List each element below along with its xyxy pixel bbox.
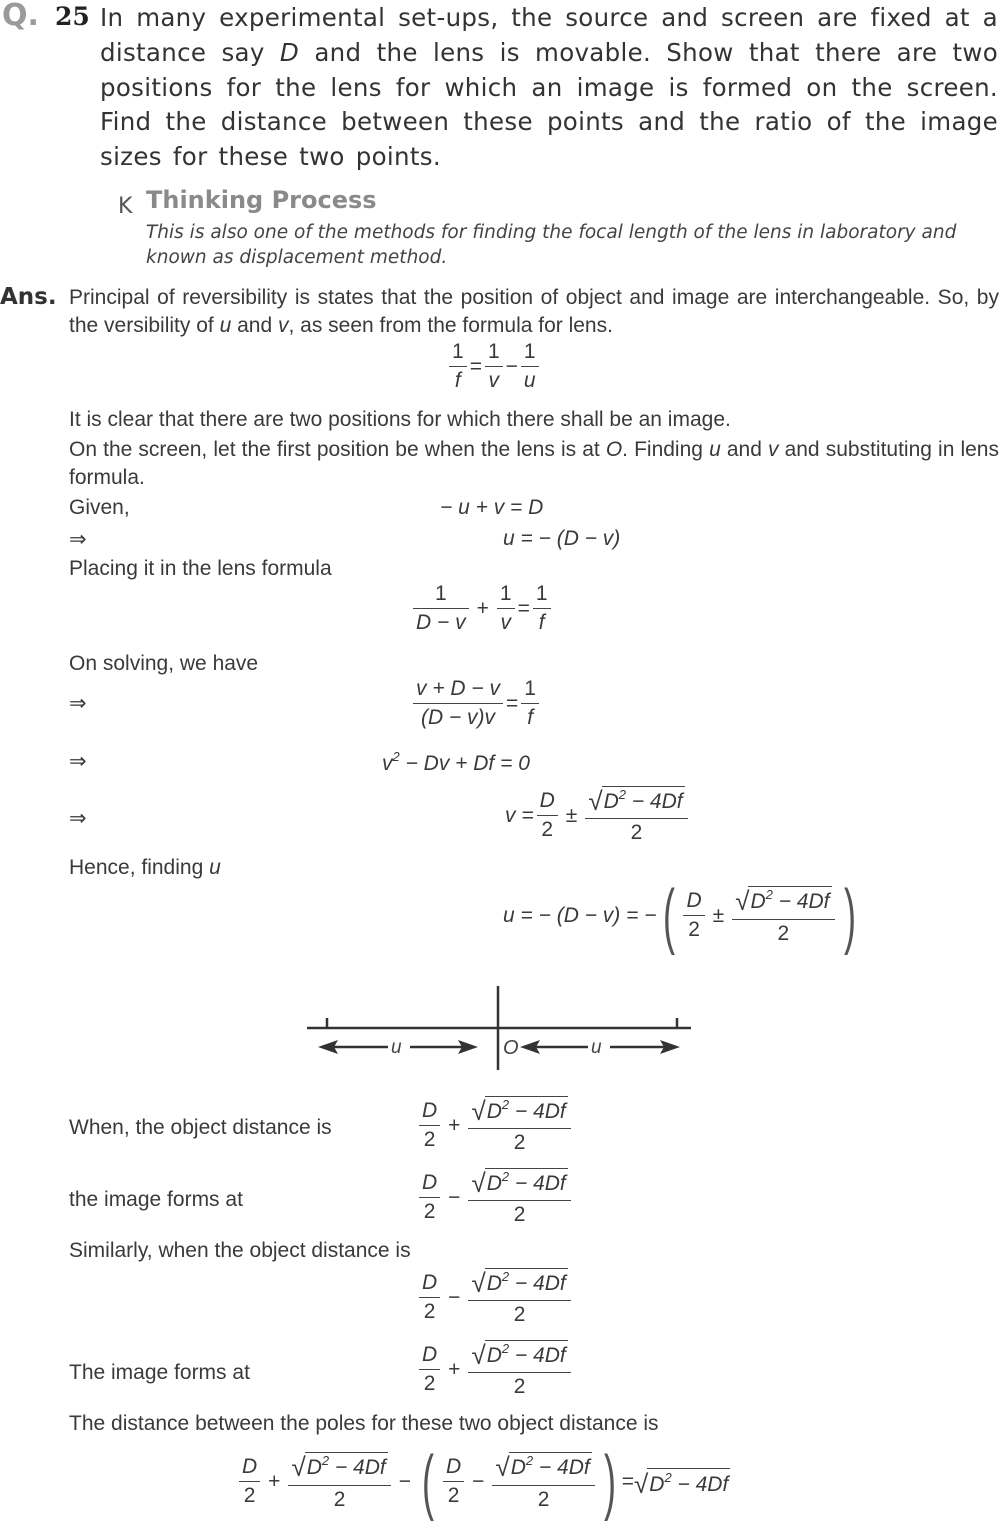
numerator: 1 xyxy=(533,582,551,609)
left-paren: ( xyxy=(422,1442,435,1522)
fraction xyxy=(419,1171,440,1224)
implies-icon: ⇒ xyxy=(69,750,87,773)
implies-icon: ⇒ xyxy=(69,692,87,715)
numerator: D xyxy=(419,1271,440,1298)
denominator: 2 xyxy=(513,1303,526,1327)
answer-label: Ans. xyxy=(0,284,57,310)
given-label: Given, xyxy=(69,496,130,519)
operator: + xyxy=(448,1357,461,1381)
numerator: D xyxy=(419,1099,440,1126)
text: Principal of reversibility is states that the position of object and image are interchangeable. So, by the versibility of xyxy=(69,286,999,337)
operator: + xyxy=(448,1113,461,1137)
numerator: 1 xyxy=(521,340,539,367)
denominator: 2 xyxy=(688,918,700,942)
text: − Dv + Df = 0 xyxy=(399,752,530,775)
thinking-process-icon: K xyxy=(118,194,133,219)
diagram-label-u-left: u xyxy=(391,1037,402,1058)
fraction xyxy=(288,1452,390,1511)
exponent: 2 xyxy=(501,1341,510,1356)
denominator: 2 xyxy=(423,1300,436,1324)
operator: − xyxy=(472,1469,485,1493)
text: and xyxy=(231,314,278,337)
similarly-text: Similarly, when the object distance is xyxy=(69,1239,411,1262)
minus: − xyxy=(505,354,518,378)
numerator xyxy=(468,1340,570,1373)
radicand xyxy=(485,1168,568,1196)
radicand xyxy=(485,1340,568,1368)
fraction xyxy=(468,1168,570,1227)
text: , as seen from the formula for lens. xyxy=(288,314,613,337)
operator: − xyxy=(448,1185,461,1209)
square-root xyxy=(471,1340,567,1371)
denominator: 2 xyxy=(541,818,554,842)
numerator xyxy=(468,1096,570,1129)
image-distance-expr-2 xyxy=(416,1340,574,1399)
right-paren: ) xyxy=(843,876,856,956)
exponent: 2 xyxy=(664,1469,672,1485)
fraction xyxy=(239,1455,260,1508)
text: − 4Df xyxy=(509,1344,566,1367)
denominator: 2 xyxy=(630,821,643,845)
numerator: 1 xyxy=(449,340,467,367)
text: D xyxy=(649,1472,665,1496)
denominator: D − v xyxy=(416,611,466,635)
var-u: u xyxy=(219,314,232,337)
denominator: 2 xyxy=(423,1128,436,1152)
implies-icon: ⇒ xyxy=(69,528,87,551)
root-icon: √ xyxy=(471,1340,486,1371)
var-v: v xyxy=(767,438,779,461)
root-icon: √ xyxy=(471,1168,486,1199)
denominator: 2 xyxy=(513,1203,526,1227)
fraction xyxy=(468,1268,570,1327)
text: D xyxy=(510,1456,526,1480)
exponent: 2 xyxy=(501,1097,510,1112)
radicand xyxy=(485,1268,568,1296)
equals: = xyxy=(621,1470,634,1493)
half-root-expression xyxy=(416,1340,574,1399)
image-forms-text-2: The image forms at xyxy=(69,1361,250,1384)
half-root-expression xyxy=(236,1452,394,1511)
text: D xyxy=(486,1344,502,1367)
implies-icon: ⇒ xyxy=(69,807,87,830)
operator: − xyxy=(448,1285,461,1309)
numerator: D xyxy=(419,1343,440,1370)
root-icon: √ xyxy=(634,1468,649,1499)
numerator xyxy=(288,1452,390,1485)
solving-text: On solving, we have xyxy=(69,652,259,675)
text: − 4Df xyxy=(772,890,830,914)
right-paren: ) xyxy=(603,1442,616,1522)
root-icon: √ xyxy=(588,786,603,817)
root-icon: √ xyxy=(471,1268,486,1299)
u-equals: u = − (D − v) = − xyxy=(503,904,657,927)
diagram-label-u-right: u xyxy=(591,1037,602,1058)
operator: ± xyxy=(565,803,578,827)
denominator: 2 xyxy=(447,1484,460,1508)
fraction xyxy=(419,1343,440,1396)
denominator: 2 xyxy=(243,1484,256,1508)
question-number: 25 xyxy=(55,2,90,31)
image-forms-text: the image forms at xyxy=(69,1188,243,1211)
radicand xyxy=(509,1452,592,1480)
half-root-expression xyxy=(416,1268,574,1327)
denominator: 2 xyxy=(423,1372,436,1396)
text: Hence, finding xyxy=(69,856,210,879)
numerator xyxy=(468,1268,570,1301)
text: − 4Df xyxy=(533,1456,590,1480)
text: D xyxy=(306,1456,322,1480)
numerator: 1 xyxy=(497,582,515,609)
exponent: 2 xyxy=(525,1453,534,1469)
question-var-d: D xyxy=(279,37,300,67)
object-distance-text: When, the object distance is xyxy=(69,1116,332,1139)
radicand xyxy=(647,1468,730,1497)
question-mark-icon: Q. xyxy=(2,0,39,33)
text: − 4Df xyxy=(671,1472,729,1496)
operator: + xyxy=(268,1469,281,1493)
fraction xyxy=(468,1340,570,1399)
equals: = xyxy=(506,691,519,715)
numerator: 1 xyxy=(521,677,539,704)
u-equation: u = − (D − v) xyxy=(503,527,621,550)
exponent: 2 xyxy=(765,887,773,903)
exponent: 2 xyxy=(321,1453,330,1469)
numerator: D xyxy=(443,1455,464,1482)
numerator: D xyxy=(419,1171,440,1198)
given-equation: − u + v = D xyxy=(440,496,544,519)
placing-text: Placing it in the lens formula xyxy=(69,557,332,580)
text: − 4Df xyxy=(509,1172,566,1195)
var-u: u xyxy=(709,438,721,461)
square-root xyxy=(471,1168,567,1199)
denominator: f xyxy=(538,611,545,635)
root-icon: √ xyxy=(735,886,750,917)
numerator: 1 xyxy=(413,582,469,609)
final-distance-equation xyxy=(236,1442,730,1522)
numerator: D xyxy=(683,889,704,916)
text: D xyxy=(486,1100,502,1123)
question-text-a: In many experimental set-ups, the source and screen are fixed at a distance say xyxy=(100,3,998,67)
text: . Finding xyxy=(622,438,710,461)
image-distance-expr xyxy=(416,1168,574,1227)
numerator: v + D − v xyxy=(413,677,503,704)
denominator: 2 xyxy=(537,1487,550,1511)
denominator: f xyxy=(454,369,461,393)
denominator: 2 xyxy=(777,921,790,945)
fraction xyxy=(443,1455,464,1508)
text: − 4Df xyxy=(626,790,683,813)
text: − 4Df xyxy=(509,1272,566,1295)
fraction xyxy=(468,1096,570,1155)
square-root xyxy=(291,1452,387,1483)
denominator: f xyxy=(527,706,534,730)
thinking-process-title: Thinking Process xyxy=(146,186,377,214)
denominator: 2 xyxy=(333,1487,346,1511)
operator: ± xyxy=(712,903,725,927)
text: v xyxy=(382,752,393,775)
var-u: u xyxy=(209,856,221,879)
fraction xyxy=(419,1271,440,1324)
var-o: O xyxy=(605,438,623,461)
half-root-expression xyxy=(416,1096,574,1155)
denominator: v xyxy=(500,611,511,635)
half-root-expression xyxy=(440,1452,598,1511)
equals: = xyxy=(517,596,530,620)
answer-paragraph-2: It is clear that there are two positions for which there shall be an image. xyxy=(69,408,731,431)
denominator: 2 xyxy=(513,1375,526,1399)
text: and substituting in lens formula. xyxy=(69,438,999,489)
radicand xyxy=(485,1096,568,1124)
equals: = xyxy=(469,354,482,378)
left-paren: ( xyxy=(662,876,675,956)
exponent: 2 xyxy=(501,1269,510,1284)
plus: + xyxy=(476,596,489,620)
text: − 4Df xyxy=(509,1100,566,1123)
final-root xyxy=(634,1468,730,1497)
text: − 4Df xyxy=(329,1456,386,1480)
object-distance-expr-2 xyxy=(416,1268,574,1327)
object-distance-expr xyxy=(416,1096,574,1155)
distance-text: The distance between the poles for these two object distance is xyxy=(69,1412,659,1435)
root-icon: √ xyxy=(471,1096,486,1127)
denominator: 2 xyxy=(513,1131,526,1155)
thinking-process-text: This is also one of the methods for finding the focal length of the lens in laboratory and known as displacement method. xyxy=(146,222,957,268)
text: D xyxy=(486,1272,502,1295)
exponent: 2 xyxy=(501,1169,510,1184)
v-equals: v = xyxy=(505,803,534,827)
denominator: u xyxy=(523,369,536,393)
square-root xyxy=(471,1268,567,1299)
text: D xyxy=(750,890,766,914)
fraction xyxy=(419,1099,440,1152)
minus: − xyxy=(398,1470,412,1493)
denominator: v xyxy=(488,369,500,393)
exponent: 2 xyxy=(392,749,400,764)
denominator: (D − v)v xyxy=(420,706,496,730)
square-root xyxy=(471,1096,567,1127)
square-root xyxy=(495,1452,591,1483)
numerator: D xyxy=(239,1455,260,1482)
text: D xyxy=(603,790,619,813)
numerator xyxy=(492,1452,594,1485)
text: On the screen, let the first position be when the lens is at xyxy=(69,438,606,461)
text: D xyxy=(486,1172,502,1195)
diagram-label-o: O xyxy=(503,1037,519,1059)
text: and xyxy=(720,438,768,461)
half-root-expression xyxy=(416,1168,574,1227)
numerator: D xyxy=(537,789,558,816)
var-v: v xyxy=(277,314,289,337)
exponent: 2 xyxy=(618,787,626,802)
root-icon: √ xyxy=(291,1452,306,1483)
denominator: 2 xyxy=(423,1200,436,1224)
root-icon: √ xyxy=(495,1452,510,1483)
fraction xyxy=(492,1452,594,1511)
question-text-b: and the lens is movable. Show that there are two positions for the lens for which an image is formed on the screen. Find the distance between these points and the ratio of the image sizes for these two points. xyxy=(100,37,998,172)
radicand xyxy=(305,1452,388,1480)
numerator xyxy=(468,1168,570,1201)
numerator: 1 xyxy=(485,340,503,367)
